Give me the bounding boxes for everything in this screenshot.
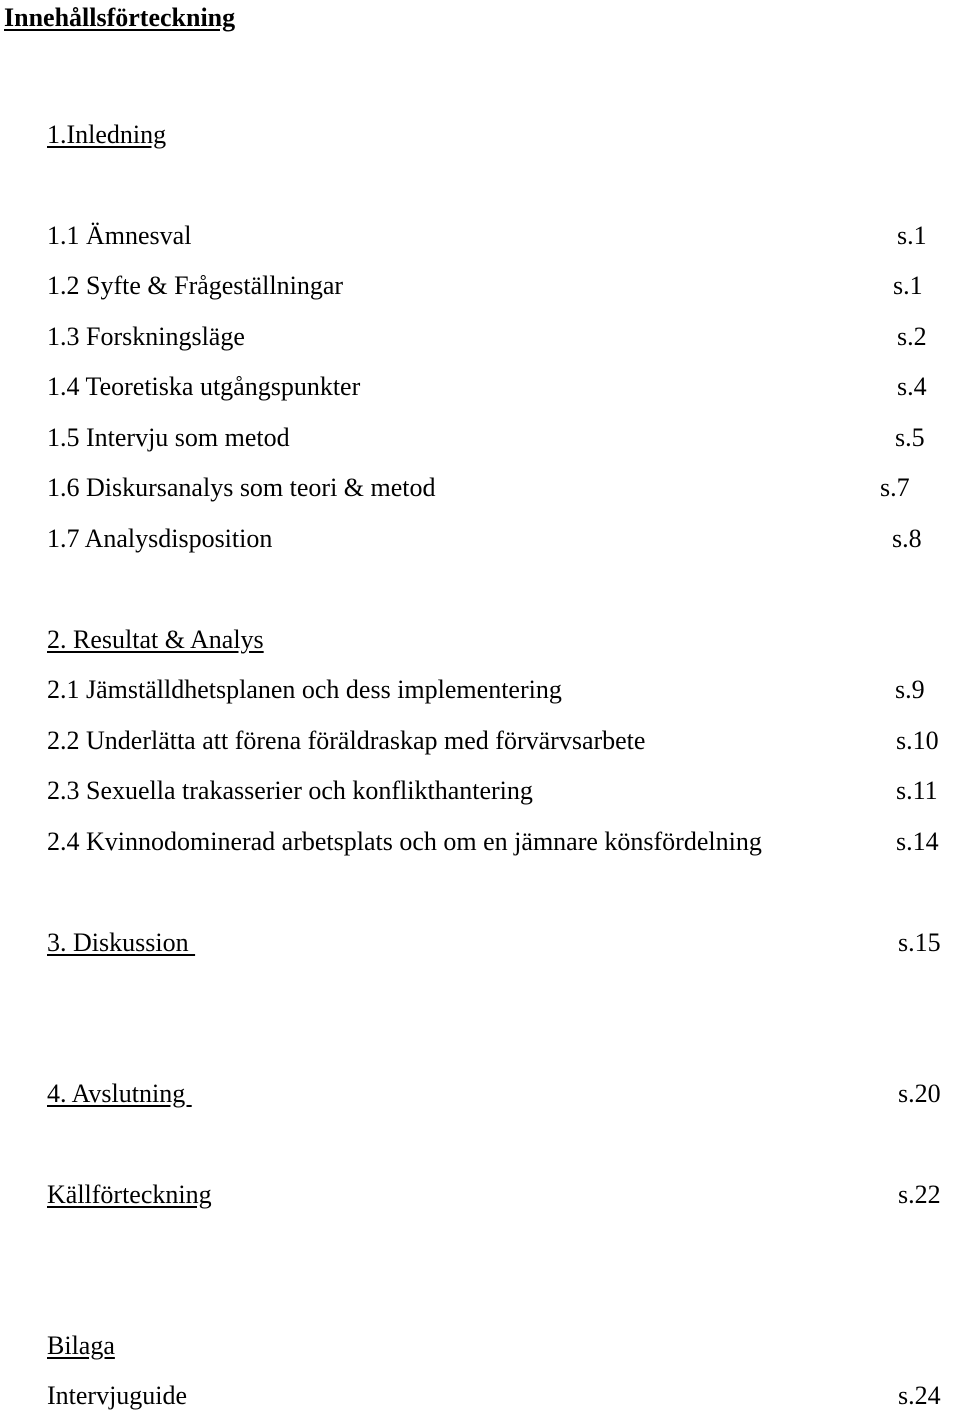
toc-entry-page: s.24 — [898, 1381, 941, 1410]
toc-entry-page: s.10 — [896, 726, 939, 755]
section-heading-inledning: 1.Inledning — [47, 120, 167, 149]
toc-entry-label: 1.2 Syfte & Frågeställningar — [47, 271, 344, 300]
toc-entry-page: s.5 — [895, 423, 925, 452]
toc-entry-label: 2.2 Underlätta att förena föräldraskap med förvärvsarbete — [47, 726, 646, 755]
toc-title: Innehållsförteckning — [4, 3, 236, 32]
toc-entry-page: s.7 — [880, 473, 910, 502]
toc-entry-label: 1.3 Forskningsläge — [47, 322, 245, 351]
toc-entry-page: s.20 — [898, 1079, 941, 1108]
toc-entry-page: s.22 — [898, 1180, 941, 1209]
toc-entry-page: s.1 — [897, 221, 927, 250]
toc-entry-page: s.11 — [896, 776, 938, 805]
toc-entry-page: s.1 — [893, 271, 923, 300]
toc-entry-label: 1.1 Ämnesval — [47, 221, 192, 250]
toc-entry-label: 1.5 Intervju som metod — [47, 423, 290, 452]
toc-entry-page: s.2 — [897, 322, 927, 351]
section-heading-diskussion: 3. Diskussion — [47, 928, 196, 957]
toc-entry-page: s.4 — [897, 372, 927, 401]
toc-entry-label: 2.4 Kvinnodominerad arbetsplats och om en jämnare könsfördelning — [47, 827, 762, 856]
toc-entry-label: 1.4 Teoretiska utgångspunkter — [47, 372, 361, 401]
toc-entry-label: Intervjuguide — [47, 1381, 188, 1410]
section-heading-resultat: 2. Resultat & Analys — [47, 625, 264, 654]
toc-entry-label: 2.1 Jämställdhetsplanen och dess implementering — [47, 675, 562, 704]
toc-entry-page: s.9 — [895, 675, 925, 704]
section-heading-avslutning: 4. Avslutning — [47, 1079, 192, 1108]
section-heading-kallforteckning: Källförteckning — [47, 1180, 212, 1209]
toc-entry-page: s.8 — [892, 524, 922, 553]
toc-entry-label: 2.3 Sexuella trakasserier och konflikthantering — [47, 776, 533, 805]
toc-entry-label: 1.6 Diskursanalys som teori & metod — [47, 473, 436, 502]
toc-entry-page: s.15 — [898, 928, 941, 957]
section-heading-bilaga: Bilaga — [47, 1331, 115, 1360]
toc-entry-page: s.14 — [896, 827, 939, 856]
toc-entry-label: 1.7 Analysdisposition — [47, 524, 273, 553]
